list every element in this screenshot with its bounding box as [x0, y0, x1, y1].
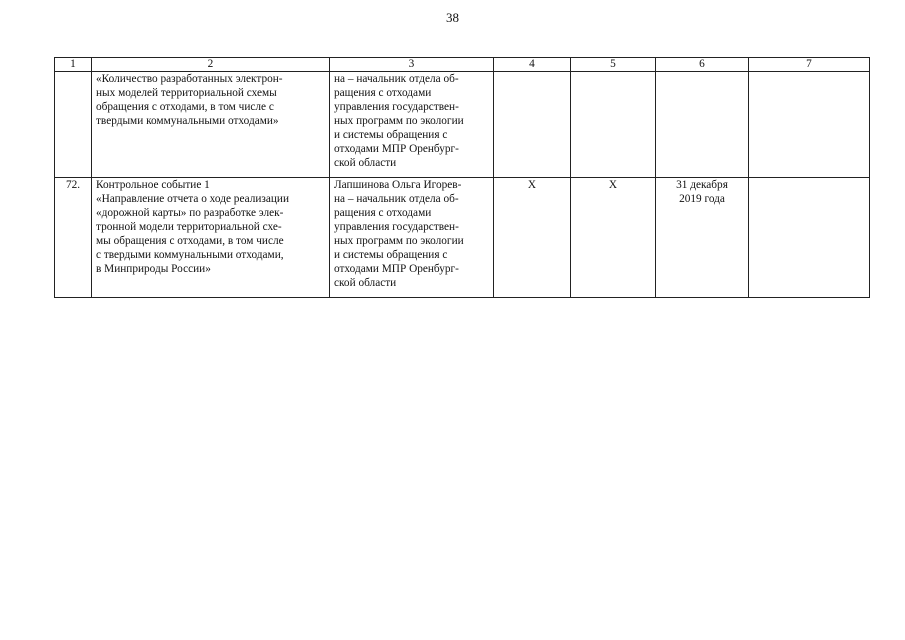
cell-line: мы обращения с отходами, в том числе	[96, 235, 284, 247]
plan-table	[54, 57, 870, 298]
row-number: 72.	[55, 178, 92, 298]
cell-line: и системы обращения с	[334, 129, 448, 141]
cell-line: ных моделей территориальной схемы	[96, 87, 277, 99]
cell-line: на – начальник отдела об-	[334, 73, 459, 85]
col7-cell	[749, 178, 870, 298]
row-number	[55, 72, 92, 178]
indicator-cell	[92, 178, 330, 298]
cell-line: и системы обращения с	[334, 249, 448, 261]
header-row	[55, 58, 870, 72]
column-header: 4	[494, 58, 571, 72]
col4-cell	[494, 72, 571, 178]
cell-line: в Минприроды России»	[96, 263, 211, 275]
column-header: 5	[571, 58, 656, 72]
cell-line: Лапшинова Ольга Игорев-	[334, 179, 462, 191]
cell-line: «Количество разработанных электрон-	[96, 73, 283, 85]
cell-line: 31 декабря	[676, 179, 728, 191]
cell-line: ской области	[334, 157, 397, 169]
column-header: 3	[330, 58, 494, 72]
cell-line: управления государствен-	[334, 101, 459, 113]
cell-line: ращения с отходами	[334, 87, 432, 99]
cell-line: твердыми коммунальными отходами»	[96, 115, 279, 127]
cell-line: обращения с отходами, в том числе с	[96, 101, 274, 113]
cell-line: Контрольное событие 1	[96, 179, 210, 191]
cell-line: отходами МПР Оренбург-	[334, 143, 459, 155]
page-number: 38	[446, 10, 459, 25]
cell-line: отходами МПР Оренбург-	[334, 263, 459, 275]
cell-line: с твердыми коммунальными отходами,	[96, 249, 284, 261]
cell-line: управления государствен-	[334, 221, 459, 233]
col4-cell: Х	[494, 178, 571, 298]
deadline-cell	[656, 178, 749, 298]
column-header: 1	[55, 58, 92, 72]
responsible-cell	[330, 72, 494, 178]
col5-cell: Х	[571, 178, 656, 298]
cell-line: «Направление отчета о ходе реализации	[96, 193, 290, 205]
cell-line: тронной модели территориальной схе-	[96, 221, 282, 233]
cell-line: ных программ по экологии	[334, 115, 464, 127]
cell-line: ращения с отходами	[334, 207, 432, 219]
col7-cell	[749, 72, 870, 178]
column-header: 7	[749, 58, 870, 72]
column-header: 2	[92, 58, 330, 72]
deadline-cell	[656, 72, 749, 178]
table-row	[55, 178, 870, 298]
col5-cell	[571, 72, 656, 178]
cell-line: ных программ по экологии	[334, 235, 464, 247]
cell-line: на – начальник отдела об-	[334, 193, 459, 205]
cell-line: ской области	[334, 277, 397, 289]
column-header: 6	[656, 58, 749, 72]
cell-line: «дорожной карты» по разработке элек-	[96, 207, 284, 219]
table-row	[55, 72, 870, 178]
indicator-cell	[92, 72, 330, 178]
cell-line: 2019 года	[679, 193, 725, 205]
responsible-cell	[330, 178, 494, 298]
